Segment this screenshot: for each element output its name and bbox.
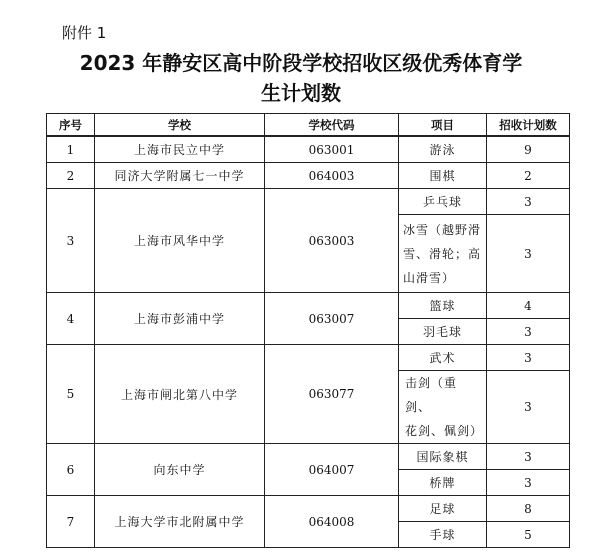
project-cell: 乒乓球 (399, 189, 487, 215)
school-code-cell: 063007 (265, 293, 399, 345)
school-name-cell: 上海市风华中学 (95, 189, 265, 293)
project-cell: 足球 (399, 496, 487, 522)
plan-count-cell: 2 (487, 163, 570, 189)
school-code-cell: 064008 (265, 496, 399, 548)
school-name-cell: 上海市民立中学 (95, 136, 265, 163)
project-cell: 国际象棋 (399, 444, 487, 470)
school-code-cell: 064007 (265, 444, 399, 496)
project-cell-multiline (399, 215, 487, 293)
project-line: 花剑、佩剑） (405, 424, 484, 438)
attachment-label: 附件 1 (62, 24, 107, 42)
plan-count-cell: 3 (487, 319, 570, 345)
project-line: 雪、滑轮；高 (403, 246, 482, 261)
table-header-row (47, 114, 570, 137)
header-school-code: 学校代码 (265, 114, 399, 137)
school-code-cell: 063077 (265, 345, 399, 444)
serial-no-cell: 7 (47, 496, 95, 548)
project-line: 冰雪（越野滑 (403, 222, 482, 237)
school-name-cell: 同济大学附属七一中学 (95, 163, 265, 189)
serial-no-cell: 5 (47, 345, 95, 444)
table-row (47, 136, 570, 163)
school-name-cell: 上海大学市北附属中学 (95, 496, 265, 548)
header-school: 学校 (95, 114, 265, 137)
plan-count-cell: 3 (487, 345, 570, 371)
serial-no-cell: 3 (47, 189, 95, 293)
document-title-line-1: 2023 年静安区高中阶段学校招收区级优秀体育学 (79, 51, 523, 75)
plan-count-cell: 3 (487, 189, 570, 215)
header-project: 项目 (399, 114, 487, 137)
school-name-cell: 上海市彭浦中学 (95, 293, 265, 345)
serial-no-cell: 2 (47, 163, 95, 189)
project-cell: 羽毛球 (399, 319, 487, 345)
enrollment-plan-table (46, 113, 570, 548)
plan-count-cell: 5 (487, 522, 570, 548)
project-cell-multiline (399, 371, 487, 444)
school-name-cell: 上海市闸北第八中学 (95, 345, 265, 444)
project-line: 山滑雪） (403, 270, 456, 285)
plan-count-cell: 9 (487, 136, 570, 163)
plan-count-cell: 3 (487, 371, 570, 444)
school-code-cell: 064003 (265, 163, 399, 189)
header-plan-count: 招收计划数 (487, 114, 570, 137)
plan-count-cell: 4 (487, 293, 570, 319)
project-cell: 桥牌 (399, 470, 487, 496)
table-row (47, 496, 570, 522)
table-row (47, 189, 570, 215)
project-cell: 游泳 (399, 136, 487, 163)
table-row (47, 293, 570, 319)
school-name-cell: 向东中学 (95, 444, 265, 496)
serial-no-cell: 1 (47, 136, 95, 163)
plan-count-cell: 3 (487, 470, 570, 496)
project-cell: 武术 (399, 345, 487, 371)
serial-no-cell: 6 (47, 444, 95, 496)
table-row (47, 163, 570, 189)
plan-count-cell: 3 (487, 444, 570, 470)
plan-count-cell: 3 (487, 215, 570, 293)
project-line: 击剑（重剑、 (405, 376, 458, 414)
project-cell: 手球 (399, 522, 487, 548)
table-row (47, 345, 570, 371)
school-code-cell: 063003 (265, 189, 399, 293)
table-row (47, 444, 570, 470)
project-cell: 篮球 (399, 293, 487, 319)
header-serial-no: 序号 (47, 114, 95, 137)
project-cell: 围棋 (399, 163, 487, 189)
school-code-cell: 063001 (265, 136, 399, 163)
serial-no-cell: 4 (47, 293, 95, 345)
plan-count-cell: 8 (487, 496, 570, 522)
document-title-line-2: 生计划数 (261, 81, 341, 105)
